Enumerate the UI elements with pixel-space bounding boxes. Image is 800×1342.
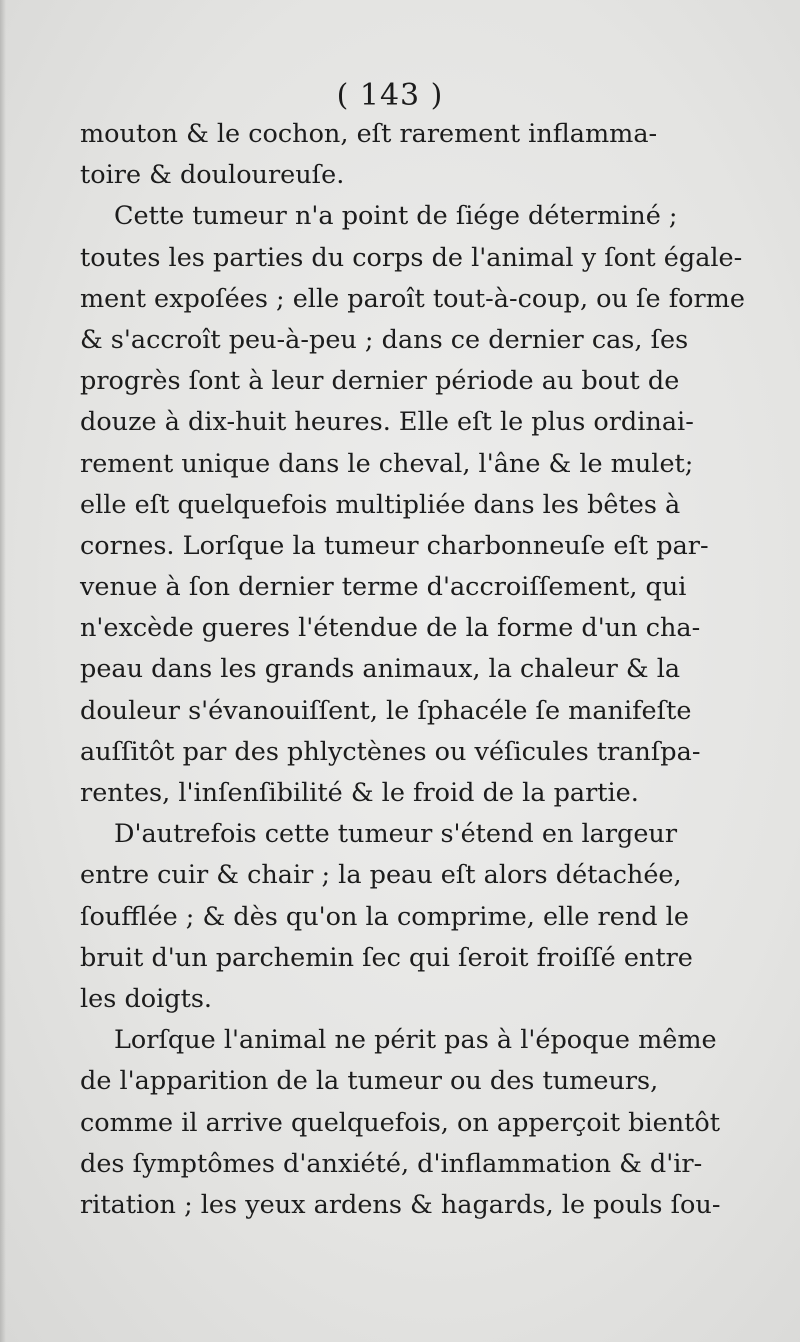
text-line: & s'accroît peu-à-peu ; dans ce dernier cas, ſes [80,324,689,355]
text-line: bruit d'un parchemin ſec qui ſeroit froiſſé entre [80,942,693,973]
body-text [80,114,745,1226]
page-gutter-shadow [0,0,6,1342]
text-line: des ſymptômes d'anxiété, d'inflammation & d'ir- [80,1148,703,1179]
text-line: rentes, l'inſenſibilité & le froid de la partie. [80,778,639,808]
paragraph-start-line: Cette tumeur n'a point de ſiége déterminé ; [114,201,678,232]
text-line: n'excède gueres l'étendue de la forme d'un cha- [80,613,701,644]
text-line: rement unique dans le cheval, l'âne & le mulet; [80,448,694,479]
text-line: venue à ſon dernier terme d'accroiſſement, qui [80,572,687,603]
text-line: de l'apparition de la tumeur ou des tumeurs, [80,1066,659,1097]
text-line: ritation ; les yeux ardens & hagards, le pouls ſou- [80,1189,721,1220]
text-line: cornes. Lorſque la tumeur charbonneuſe eſt par- [80,530,709,561]
text-line: toutes les parties du corps de l'animal y ſont égale- [80,242,743,273]
text-line: comme il arrive quelquefois, on apperçoit bientôt [80,1107,721,1138]
text-line: progrès ſont à leur dernier période au bout de [80,366,680,397]
text-line: ment expoſées ; elle paroît tout-à-coup, ou ſe forme [80,283,745,314]
text-line: peau dans les grands animaux, la chaleur & la [80,654,681,685]
text-line: douleur s'évanouiſſent, le ſphacéle ſe manifeſte [80,695,692,726]
text-line: elle eſt quelquefois multipliée dans les bêtes à [80,489,681,520]
text-line: toire & douloureuſe. [80,160,345,191]
text-line: douze à dix-huit heures. Elle eſt le plus ordinai- [80,407,694,438]
page-number: ( 143 ) [336,78,444,113]
text-line: auſſitôt par des phlyctènes ou véſicules tranſpa- [80,736,701,767]
paragraph-start-line: Lorſque l'animal ne périt pas à l'époque même [114,1025,717,1056]
text-line: entre cuir & chair ; la peau eſt alors détachée, [80,860,682,891]
paragraph-start-line: D'autrefois cette tumeur s'étend en largeur [114,819,678,850]
text-line: mouton & le cochon, eſt rarement inflamma- [80,119,658,149]
text-line: les doigts. [80,983,213,1014]
text-line: ſoufflée ; & dès qu'on la comprime, elle rend le [80,901,689,932]
